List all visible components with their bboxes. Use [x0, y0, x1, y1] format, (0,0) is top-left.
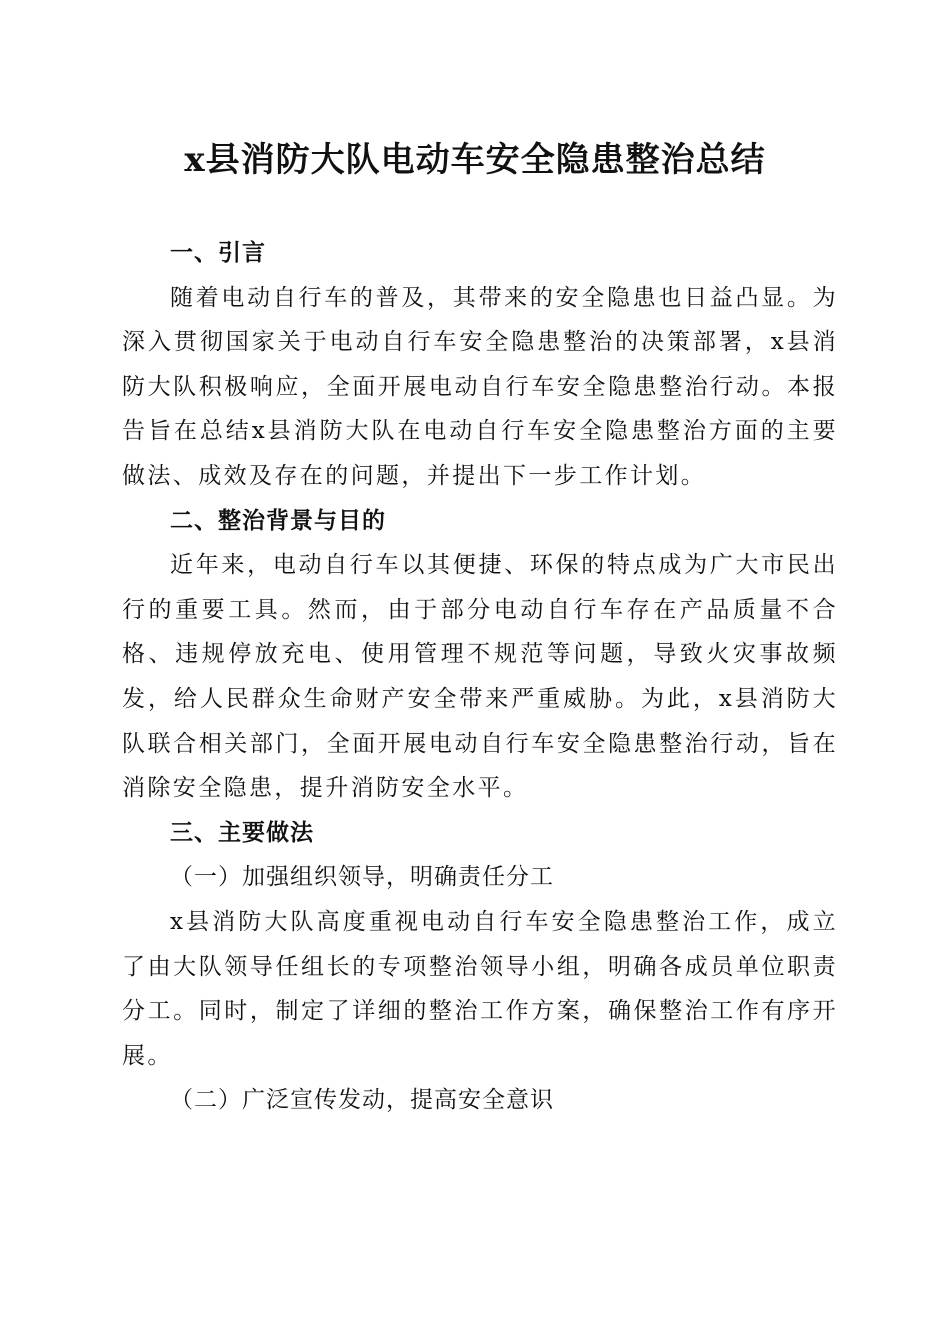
section-paragraph-introduction: 随着电动自行车的普及，其带来的安全隐患也日益凸显。为深入贯彻国家关于电动自行车安全隐患整治的决策部署，x县消防大队积极响应，全面开展电动自行车安全隐患整治行动。本报告旨在总结x县消防大队在电动自行车安全隐患整治方面的主要做法、成效及存在的问题，并提出下一步工作计划。 — [122, 284, 838, 489]
document-body — [122, 231, 838, 1123]
subsection-paragraph-organization: x县消防大队高度重视电动自行车安全隐患整治工作，成立了由大队领导任组长的专项整治领导小组，明确各成员单位职责分工。同时，制定了详细的整治工作方案，确保整治工作有序开展。 — [122, 908, 838, 1069]
section-heading-main-practices: 三、主要做法 — [170, 819, 314, 846]
document-title: x县消防大队电动车安全隐患整治总结 — [184, 140, 766, 180]
section-heading-background: 二、整治背景与目的 — [170, 507, 386, 534]
section-heading-introduction: 一、引言 — [170, 240, 266, 266]
section-paragraph-background: 近年来，电动自行车以其便捷、环保的特点成为广大市民出行的重要工具。然而，由于部分电动自行车存在产品质量不合格、违规停放充电、使用管理不规范等问题，导致火灾事故频发，给人民群众生命财产安全带来严重威胁。为此，x县消防大队联合相关部门，全面开展电动自行车安全隐患整治行动，旨在消除安全隐患，提升消防安全水平。 — [122, 552, 838, 802]
subsection-heading-organization: （一）加强组织领导，明确责任分工 — [170, 864, 554, 891]
subsection-heading-publicity: （二）广泛宣传发动，提高安全意识 — [170, 1087, 554, 1114]
